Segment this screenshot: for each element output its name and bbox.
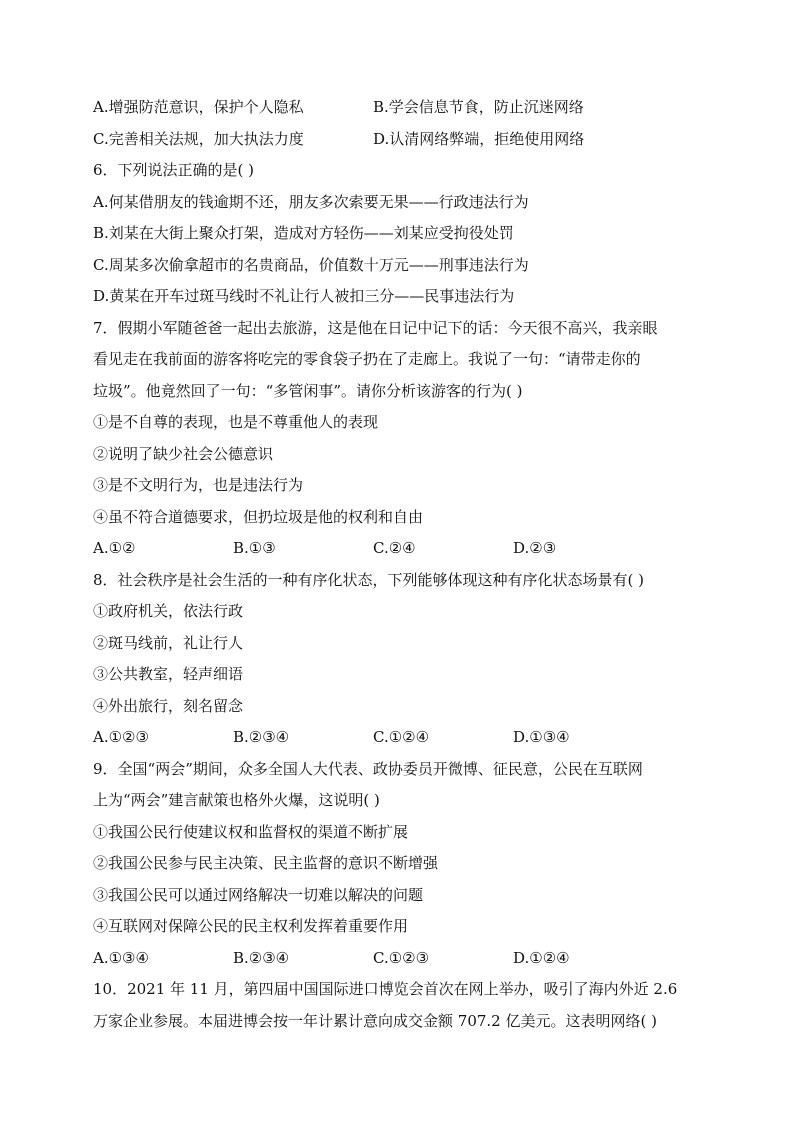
exam-page	[93, 92, 713, 1037]
q8-options-row	[93, 722, 713, 754]
q7-stem-line-2: 看见走在我前面的游客将吃完的零食袋子扔在了走廊上。我说了一句：“请带走你的	[93, 350, 641, 368]
q7-option-d: D.②③	[513, 539, 557, 557]
q8-statement-3: ③公共教室，轻声细语	[93, 665, 244, 683]
q5-option-b: B.学会信息节食，防止沉迷网络	[373, 98, 584, 116]
q8-stem: 8．社会秩序是社会生活的一种有序化状态，下列能够体现这种有序化状态场景有( )	[93, 570, 645, 589]
q7-statement-3: ③是不文明行为，也是违法行为	[93, 476, 304, 494]
q7-option-b: B.①③	[233, 539, 276, 557]
q8-statement-4: ④外出旅行，刻名留念	[93, 696, 244, 715]
q9-statement-3: ③我国公民可以通过网络解决一切难以解决的问题	[93, 885, 424, 904]
q9-statement-2: ②我国公民参与民主决策、民主监督的意识不断增强	[93, 854, 439, 872]
q6-option-b: B.刘某在大街上聚众打架，造成对方轻伤——刘某应受拘役处罚	[93, 224, 514, 242]
q8-option-a: A.①②③	[93, 728, 149, 746]
q8-option-d: D.①③④	[513, 728, 570, 746]
q8-statement-1: ①政府机关，依法行政	[93, 602, 244, 620]
q6-option-d: D.黄某在开车过斑马线时不礼让行人被扣三分——民事违法行为	[93, 287, 515, 305]
q9-options-row	[93, 943, 713, 975]
q5-option-d: D.认清网络弊端，拒绝使用网络	[373, 129, 585, 148]
q7-statement-2: ②说明了缺少社会公德意识	[93, 444, 274, 463]
q8-option-b: B.②③④	[233, 728, 290, 746]
q10-stem-line-2: 万家企业参展。本届进博会按一年计累计意向成交金额 707.2 亿美元。这表明网络( )	[93, 1011, 657, 1030]
q7-statement-4: ④虽不符合道德要求，但扔垃圾是他的权利和自由	[93, 507, 424, 526]
q10-stem-line-1: 10．2021 年 11 月，第四届中国国际进口博览会首次在网上举办，吸引了海内外近 2.6	[93, 980, 678, 998]
q9-option-b: B.②③④	[233, 948, 290, 967]
q7-option-a: A.①②	[93, 539, 136, 557]
q7-option-c: C.②④	[373, 539, 416, 557]
q9-stem-line-2: 上为“两会”建言献策也格外火爆，这说明( )	[93, 791, 380, 809]
q5-option-a: A.增强防范意识，保护个人隐私	[93, 98, 304, 116]
q9-statement-1: ①我国公民行使建议权和监督权的渠道不断扩展	[93, 822, 409, 841]
q9-statement-4: ④互联网对保障公民的民主权利发挥着重要作用	[93, 917, 409, 935]
q7-statement-1: ①是不自尊的表现，也是不尊重他人的表现	[93, 413, 379, 431]
q5-option-c: C.完善相关法规，加大执法力度	[93, 129, 304, 148]
q5-options-row-1	[93, 92, 713, 124]
q9-stem-line-1: 9．全国“两会”期间，众多全国人大代表、政协委员开微博、征民意，公民在互联网	[93, 759, 643, 778]
q7-options-row	[93, 533, 713, 565]
q7-stem-line-1: 7．假期小军随爸爸一起出去旅游，这是他在日记中记下的话：今天很不高兴，我亲眼	[93, 318, 658, 337]
q6-stem: 6．下列说法正确的是( )	[93, 161, 255, 179]
q6-option-c: C.周某多次偷拿超市的名贵商品，价值数十万元——刑事违法行为	[93, 255, 529, 274]
q6-option-a: A.何某借朋友的钱逾期不还，朋友多次索要无果——行政违法行为	[93, 192, 529, 211]
q8-statement-2: ②斑马线前，礼让行人	[93, 633, 244, 652]
q9-option-a: A.①③④	[93, 948, 149, 967]
q5-options-row-2	[93, 124, 713, 156]
q8-option-c: C.①②④	[373, 728, 430, 746]
q9-option-d: D.①②④	[513, 948, 570, 967]
q7-stem-line-3: 垃圾”。他竟然回了一句：“多管闲事”。请你分析该游客的行为( )	[93, 381, 523, 400]
q9-option-c: C.①②③	[373, 948, 430, 967]
